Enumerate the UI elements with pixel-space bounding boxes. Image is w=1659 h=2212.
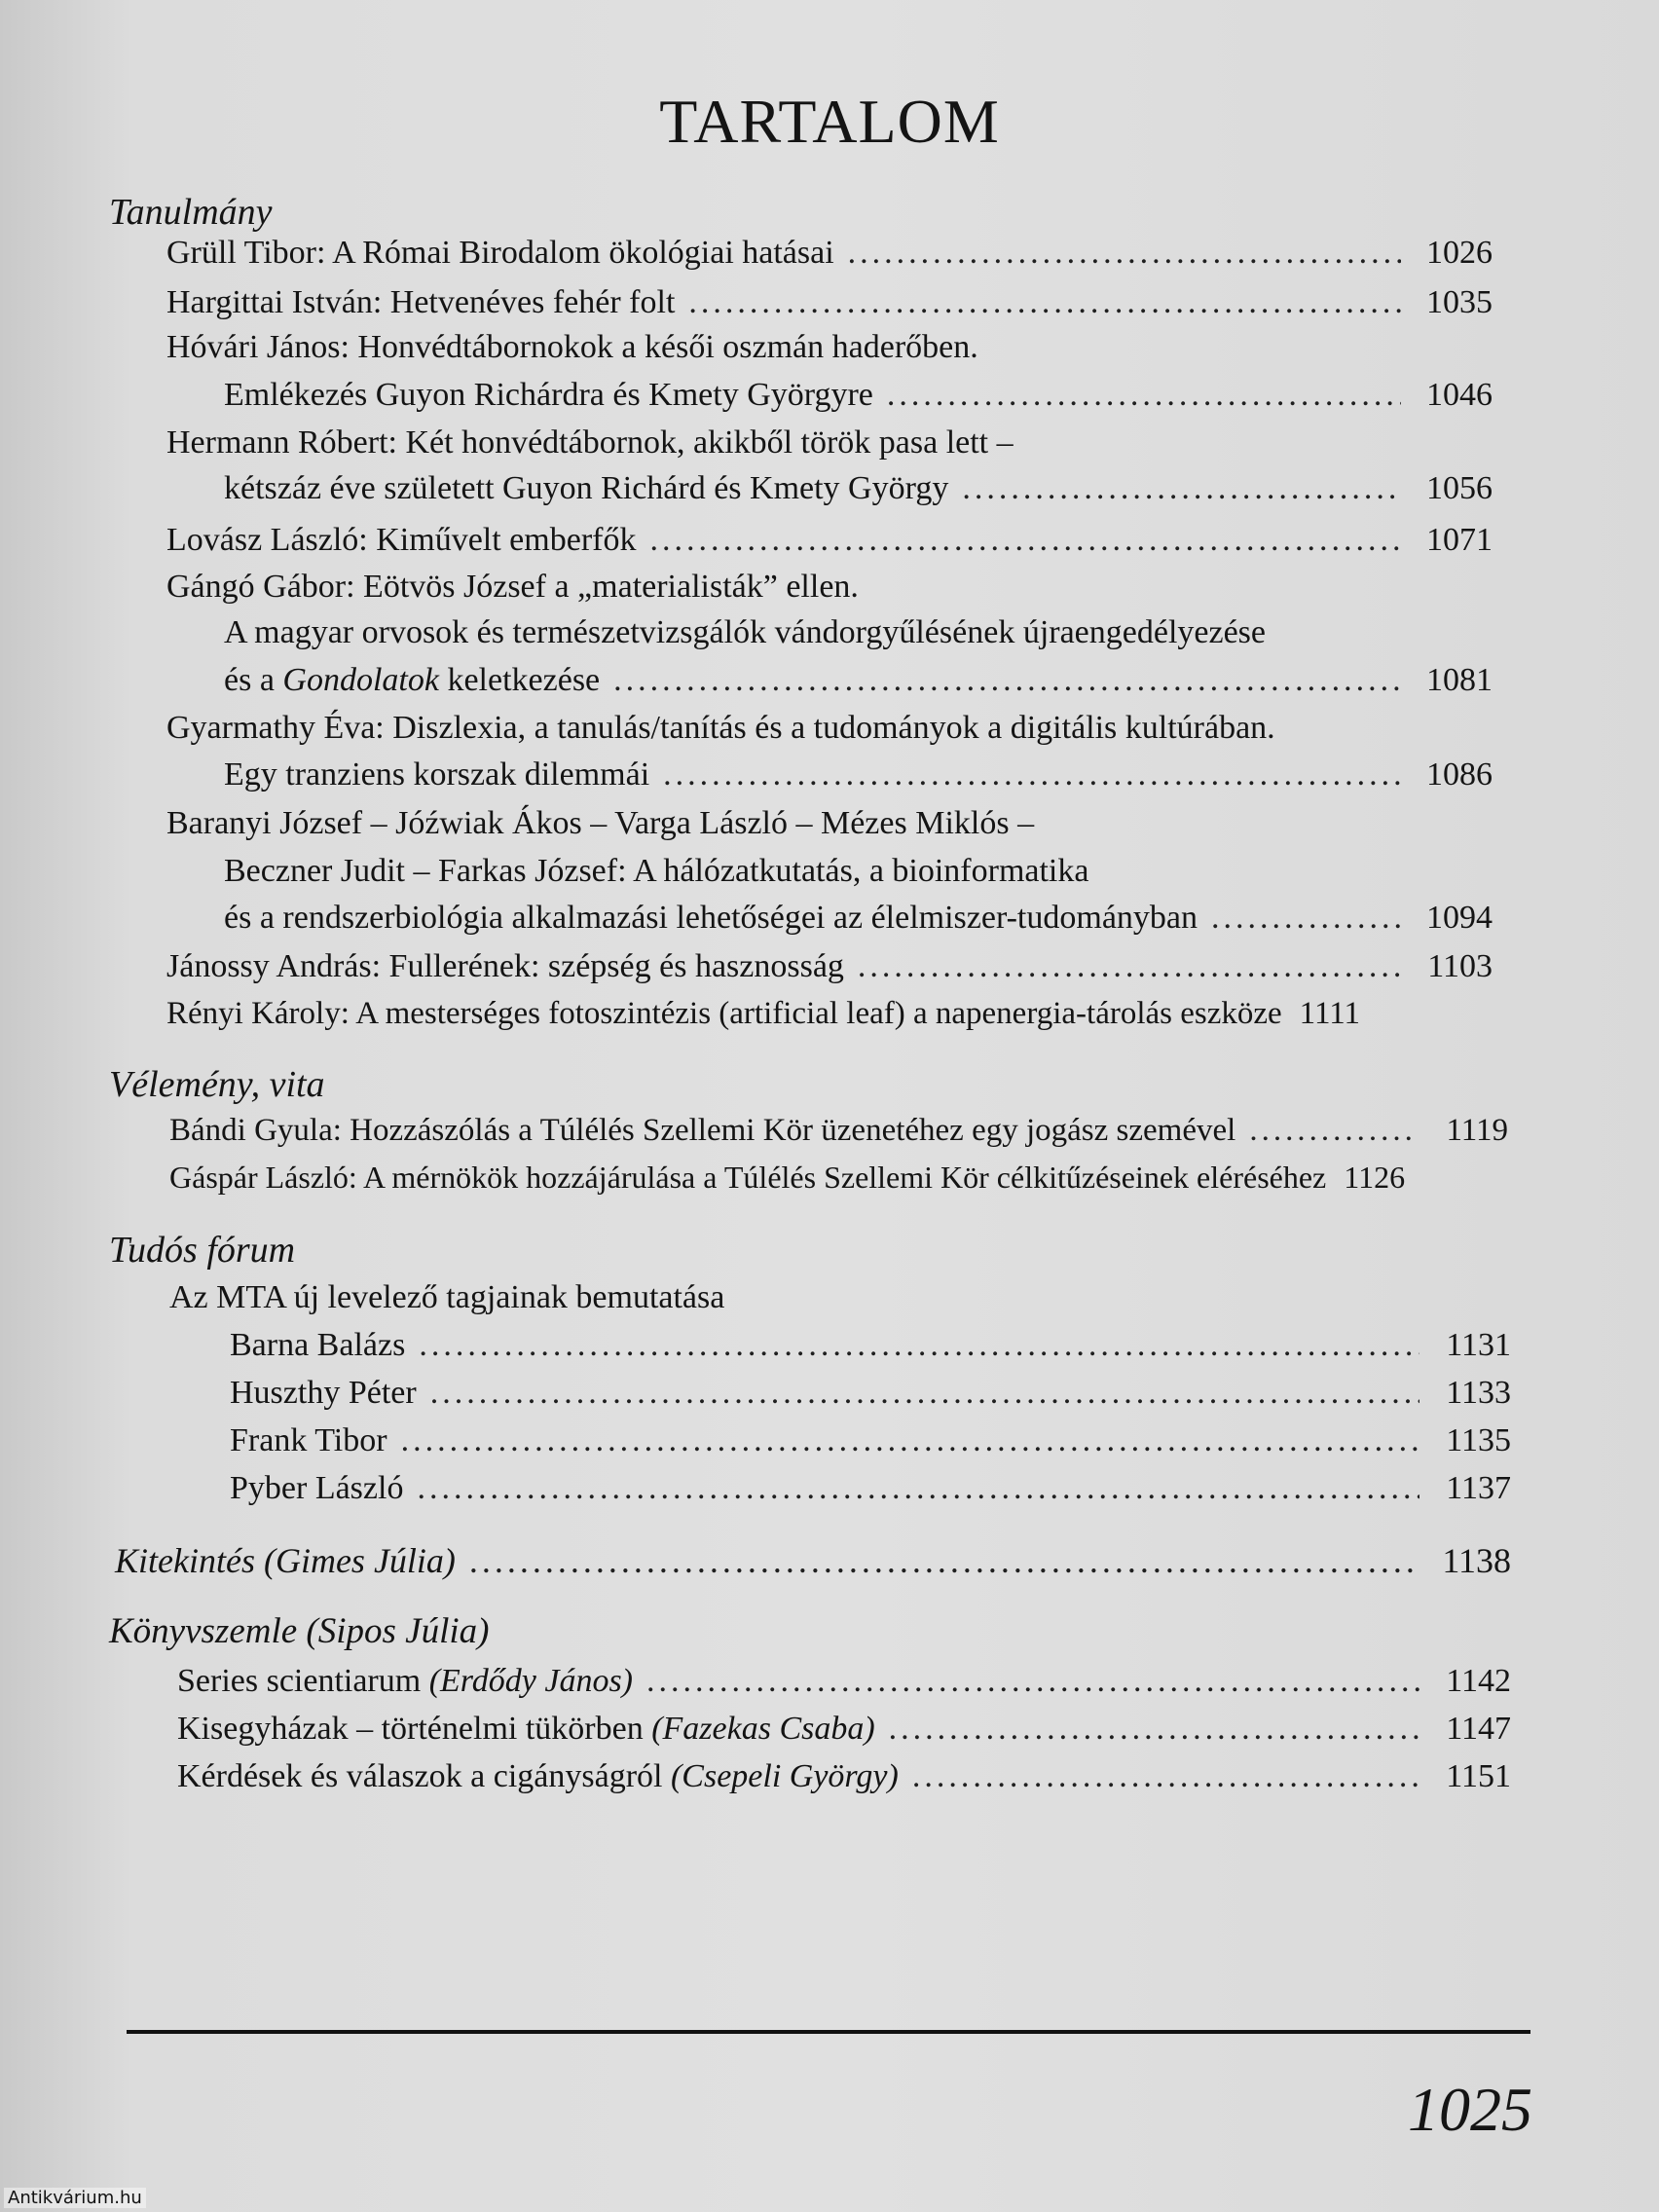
italic-title: Gondolatok	[282, 662, 439, 698]
toc-entry	[224, 896, 1493, 940]
entry-title: Bándi Gyula: Hozzászólás a Túlélés Szellemi Kör üzenetéhez egy jogász szemével	[169, 1113, 1236, 1148]
reviewer-name: (Erdődy János)	[428, 1663, 633, 1699]
toc-entry	[230, 1419, 1511, 1463]
toc-entry	[224, 658, 1493, 703]
page-number: 1137	[1446, 1470, 1511, 1506]
toc-entry	[230, 1466, 1511, 1511]
subsection-title: Az MTA új levelező tagjainak bemutatása	[169, 1279, 725, 1315]
entry-title: Baranyi József – Jóźwiak Ákos – Varga László – Mézes Miklós –	[166, 805, 1035, 841]
section-heading-velemeny-vita: Vélemény, vita	[109, 1064, 325, 1105]
page-number: 1119	[1446, 1113, 1508, 1148]
toc-entry	[166, 518, 1493, 563]
page-number: 1147	[1446, 1711, 1511, 1747]
page-number: 1086	[1426, 756, 1493, 793]
toc-entry	[166, 944, 1493, 989]
leader-dots	[613, 658, 1401, 703]
leader-dots	[1211, 896, 1401, 940]
page-number: 1133	[1446, 1375, 1511, 1411]
entry-title: Kisegyházak – történelmi tükörben (Fazekas Csaba)	[177, 1711, 875, 1747]
toc-entry	[224, 373, 1493, 418]
toc-entry	[166, 231, 1493, 276]
page-number: 1071	[1426, 522, 1493, 558]
entry-title: Frank Tibor	[230, 1422, 387, 1458]
page-number: 1026	[1426, 235, 1493, 271]
entry-title: Hargittai István: Hetvenéves fehér folt	[166, 284, 676, 320]
reviewer-name: (Csepeli György)	[670, 1758, 899, 1794]
toc-entry-kitekintes	[115, 1538, 1511, 1583]
leader-dots	[663, 753, 1401, 797]
entry-title: Rényi Károly: A mesterséges fotoszintézis (artificial leaf) a napenergia-tárolás eszköze	[166, 996, 1282, 1031]
entry-title-continued: A magyar orvosok és természetvizsgálók vándorgyűlésének újraengedélyezése	[224, 614, 1266, 650]
page-number: 1094	[1426, 900, 1493, 936]
leader-dots	[419, 1323, 1419, 1368]
leader-dots	[858, 944, 1401, 989]
leader-dots	[469, 1538, 1419, 1583]
page-number: 1046	[1426, 377, 1493, 413]
section-heading-tudos-forum: Tudós fórum	[109, 1230, 296, 1271]
entry-title: Hóvári János: Honvédtábornokok a késői oszmán haderőben.	[166, 329, 978, 365]
toc-entry	[177, 1754, 1511, 1799]
leader-dots	[688, 280, 1401, 325]
entry-title: Barna Balázs	[230, 1327, 406, 1363]
entry-title: Gángó Gábor: Eötvös József a „materialisták” ellen.	[166, 569, 859, 605]
toc-entry	[230, 1323, 1511, 1368]
leader-dots	[430, 1371, 1419, 1416]
page-number: 1111	[1299, 996, 1360, 1031]
toc-entry	[224, 753, 1493, 797]
toc-entry	[177, 1659, 1511, 1704]
entry-title: Jánossy András: Fullerének: szépség és hasznosság	[166, 948, 844, 984]
leader-dots	[962, 466, 1401, 511]
entry-title: Lovász László: Kiművelt emberfők	[166, 522, 637, 558]
toc-entry	[166, 280, 1493, 325]
section-heading-tanulmany: Tanulmány	[109, 192, 273, 233]
page-number: 1056	[1426, 470, 1493, 506]
page-number: 1151	[1446, 1758, 1511, 1794]
page-number: 1131	[1446, 1327, 1511, 1363]
leader-dots	[848, 231, 1401, 276]
page-number: 1081	[1426, 662, 1493, 698]
section-heading-kitekintes: Kitekintés (Gimes Júlia)	[115, 1541, 456, 1580]
leader-dots	[889, 1707, 1419, 1751]
entry-title-continued: kétszáz éve született Guyon Richárd és Kmety György	[224, 470, 949, 506]
leader-dots	[1249, 1108, 1417, 1153]
entry-title-continued: és a rendszerbiológia alkalmazási lehetőségei az élelmiszer-tudományban	[224, 900, 1198, 936]
leader-dots	[887, 373, 1401, 418]
page-number: 1126	[1344, 1160, 1406, 1195]
footer-rule	[127, 2030, 1530, 2034]
page-number: 1142	[1446, 1663, 1511, 1699]
leader-dots	[417, 1466, 1419, 1511]
page-folio: 1025	[1408, 2075, 1532, 2144]
toc-entry	[230, 1371, 1511, 1416]
entry-title-continued: és a Gondolatok keletkezése	[224, 662, 601, 698]
page-title: TARTALOM	[659, 87, 1000, 156]
entry-title: Kérdések és válaszok a cigányságról (Csepeli György)	[177, 1758, 899, 1794]
entry-title: Gyarmathy Éva: Diszlexia, a tanulás/tanítás és a tudományok a digitális kultúrában.	[166, 710, 1275, 746]
leader-dots	[649, 518, 1401, 563]
page-number: 1035	[1426, 284, 1493, 320]
reviewer-name: (Fazekas Csaba)	[651, 1711, 875, 1747]
leader-dots	[912, 1754, 1419, 1799]
section-heading-konyvszemle: Könyvszemle (Sipos Júlia)	[109, 1611, 490, 1651]
entry-title: Hermann Róbert: Két honvédtábornok, akikből török pasa lett –	[166, 424, 1014, 461]
entry-title-continued: Egy tranziens korszak dilemmái	[224, 756, 650, 793]
page-number: 1103	[1427, 948, 1493, 984]
toc-entry	[224, 466, 1493, 511]
entry-title-continued: Beczner Judit – Farkas József: A hálózatkutatás, a bioinformatika	[224, 853, 1089, 889]
leader-dots	[401, 1419, 1419, 1463]
toc-entry	[169, 1155, 1508, 1199]
watermark: Antikvárium.hu	[4, 2188, 146, 2208]
entry-title: Series scientiarum (Erdődy János)	[177, 1663, 633, 1699]
entry-title: Huszthy Péter	[230, 1375, 417, 1411]
toc-entry	[177, 1707, 1511, 1751]
entry-title-continued: Emlékezés Guyon Richárdra és Kmety Györgyre	[224, 377, 873, 413]
entry-title: Gáspár László: A mérnökök hozzájárulása a Túlélés Szellemi Kör célkitűzéseinek eléréséhez	[169, 1160, 1327, 1195]
entry-title: Pyber László	[230, 1470, 404, 1506]
page-number: 1138	[1442, 1541, 1511, 1580]
leader-dots	[646, 1659, 1419, 1704]
entry-title: Grüll Tibor: A Római Birodalom ökológiai hatásai	[166, 235, 834, 271]
page-number: 1135	[1446, 1422, 1511, 1458]
toc-entry	[169, 1108, 1508, 1153]
toc-entry	[166, 991, 1493, 1036]
